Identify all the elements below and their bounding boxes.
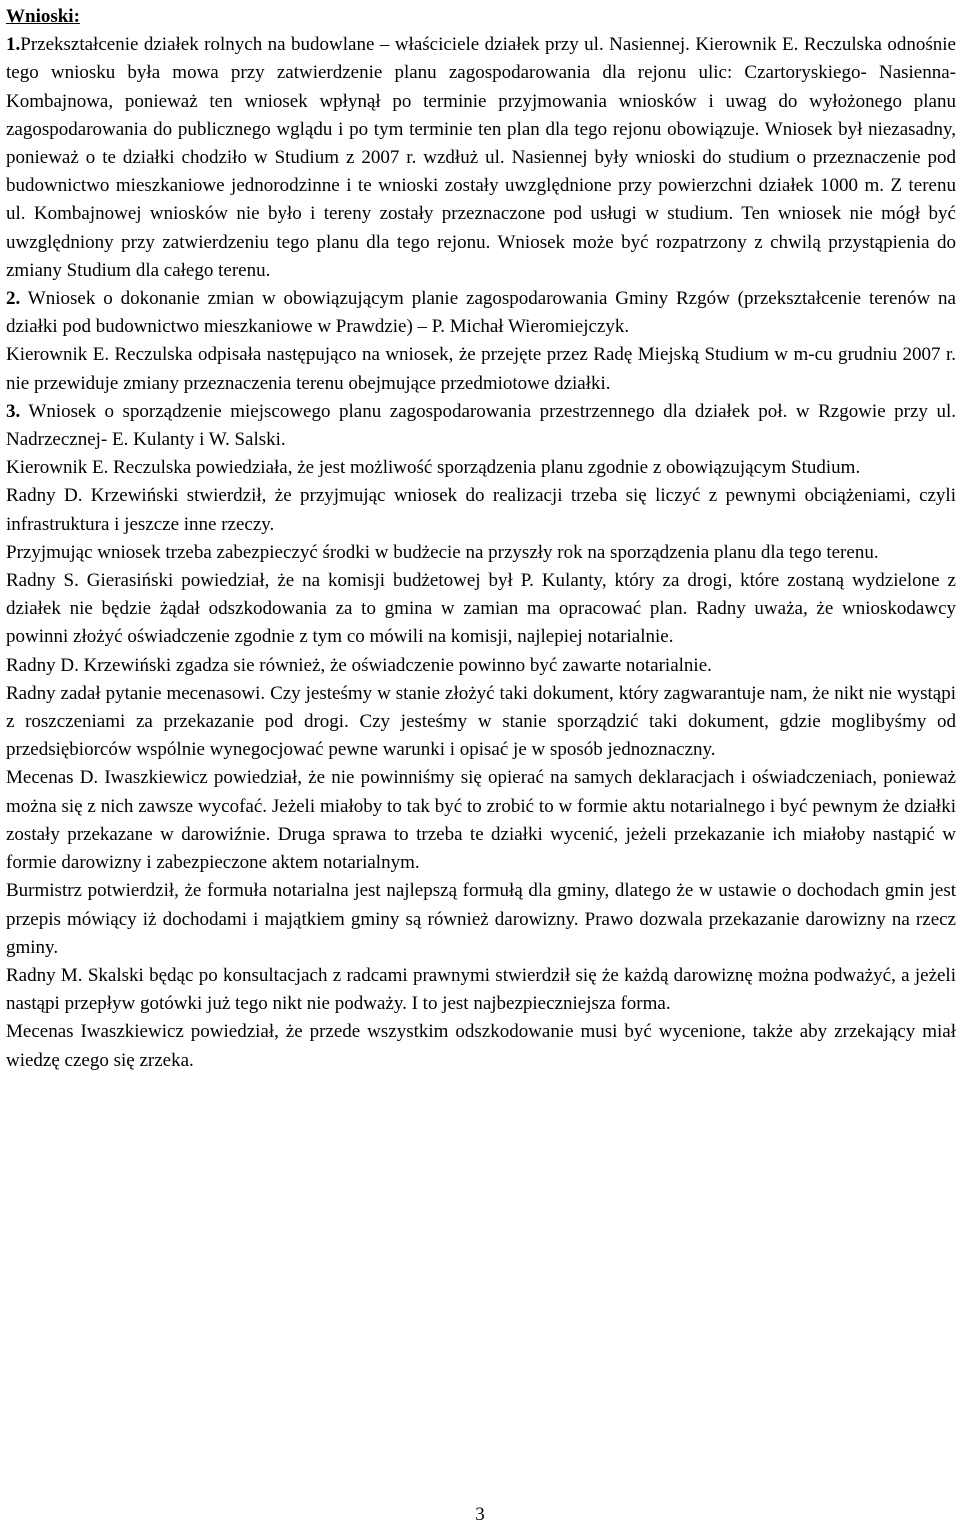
paragraph (6, 398, 956, 454)
paragraph-number: 3. (6, 400, 21, 422)
paragraph (6, 962, 956, 1018)
paragraph (6, 764, 956, 877)
section-heading: Wnioski: (6, 6, 80, 27)
paragraph-text: Radny zadał pytanie mecenasowi. Czy jesteśmy w stanie złożyć taki dokument, który zagwarantuje nam, że nikt nie wystąpi z roszczeniami za przekazanie pod drogi. Czy jesteśmy w stanie sporządzić taki dokument, gdzie moglibyśmy od przedsiębiorców wspólnie wynegocjować pewne warunki i opisać je w sposób jednoznaczny. (6, 682, 956, 761)
paragraph-text: Radny M. Skalski będąc po konsultacjach z radcami prawnymi stwierdził się że każdą darowiznę można podważyć, a jeżeli nastąpi przepływ gotówki już tego nikt nie podważy. I to jest najbezpieczniejsza forma. (6, 964, 956, 1015)
paragraph (6, 680, 956, 765)
paragraph (6, 652, 956, 680)
paragraph-text: Przyjmując wniosek trzeba zabezpieczyć środki w budżecie na przyszły rok na sporządzenia planu dla tego terenu. (6, 541, 879, 563)
paragraph-text: Przekształcenie działek rolnych na budowlane – właściciele działek przy ul. Nasiennej. Kierownik E. Reczulska odnośnie tego wniosku była mowa przy zatwierdzenie planu zagospodarowania dla rejonu ulic: Czartoryskiego- Nasienna-Kombajnowa, ponieważ ten wniosek wpłynął po terminie przyjmowania wniosków i uwag do wyłożonego planu zagospodarowania do publicznego wglądu i po tym terminie ten plan dla tego rejonu obowiązuje. Wniosek był niezasadny, ponieważ o te działki chodziło w Studium z 2007 r. wzdłuż ul. Nasiennej były wnioski do studium o przeznaczenie pod budownictwo mieszkaniowe jednorodzinne i te wnioski zostały uwzględnione przy powierzchni działek 1000 m. Z terenu ul. Kombajnowej wniosków nie było i tereny zostały przeznaczone pod usługi w studium. Ten wniosek nie mógł być uwzględniony przy zatwierdzeniu tego planu dla tego rejonu. Wniosek może być rozpatrzony z chwilą przystąpienia do zmiany Studium dla całego terenu. (6, 34, 956, 281)
paragraph (6, 1018, 956, 1074)
paragraph-text: Mecenas D. Iwaszkiewicz powiedział, że nie powinniśmy się opierać na samych deklaracjach i oświadczeniach, ponieważ można się z nich zawsze wycofać. Jeżeli miałoby to tak być to zrobić to w formie aktu notarialnego i być pewnym że działki zostały przekazane w darowiźnie. Druga sprawa to trzeba te działki wycenić, jeżeli przekazanie ich miałoby nastąpić w formie darowizny i zabezpieczone aktem notarialnym. (6, 767, 956, 874)
paragraph-text: Kierownik E. Reczulska odpisała następująco na wniosek, że przejęte przez Radę Miejską Studium w m-cu grudniu 2007 r. nie przewiduje zmiany przeznaczenia terenu obejmujące przedmiotowe działki. (6, 344, 956, 394)
document-body (6, 31, 956, 1075)
paragraph-text: Wniosek o sporządzenie miejscowego planu zagospodarowania przestrzennego dla działek poł. w Rzgowie przy ul. Nadrzecznej- E. Kulanty i W. Salski. (6, 400, 956, 451)
paragraph (6, 482, 956, 538)
paragraph (6, 341, 956, 397)
paragraph-text: Radny D. Krzewiński stwierdził, że przyjmując wniosek do realizacji trzeba się liczyć z pewnymi obciążeniami, czyli infrastruktura i jeszcze inne rzeczy. (6, 485, 956, 535)
paragraph-text: Radny S. Gierasiński powiedział, że na komisji budżetowej był P. Kulanty, który za drogi, które zostaną wydzielone z działek nie będzie żądał odszkodowania za to gmina w zamian ma opracować plan. Radny uważa, że wnioskodawcy powinni złożyć oświadczenie zgodnie z tym co mówili na komisji, najlepiej notarialnie. (6, 570, 956, 648)
paragraph-text: Mecenas Iwaszkiewicz powiedział, że przede wszystkim odszkodowanie musi być wycenione, także aby zrzekający miał wiedzę czego się zrzeka. (6, 1021, 956, 1071)
paragraph-text: Radny D. Krzewiński zgadza sie również, że oświadczenie powinno być zawarte notarialnie. (6, 654, 712, 676)
paragraph (6, 539, 956, 567)
page-number: 3 (475, 1504, 485, 1525)
paragraph-number: 2. (6, 288, 21, 310)
paragraph-number: 1. (6, 34, 21, 56)
paragraph-text: Wniosek o dokonanie zmian w obowiązującym planie zagospodarowania Gminy Rzgów (przekształcenie terenów na działki pod budownictwo mieszkaniowe w Prawdzie) – P. Michał Wieromiejczyk. (6, 288, 956, 338)
paragraph-text: Burmistrz potwierdził, że formuła notarialna jest najlepszą formułą dla gminy, dlatego że w ustawie o dochodach gmin jest przepis mówiący iż dochodami i majątkiem gminy są również darowizny. Prawo dozwala przekazanie darowizny na rzecz gminy. (6, 880, 956, 958)
paragraph-text: Kierownik E. Reczulska powiedziała, że jest możliwość sporządzenia planu zgodnie z obowiązującym Studium. (6, 457, 861, 479)
paragraph (6, 285, 956, 341)
paragraph (6, 877, 956, 962)
paragraph (6, 567, 956, 652)
paragraph (6, 454, 956, 482)
paragraph (6, 31, 956, 285)
